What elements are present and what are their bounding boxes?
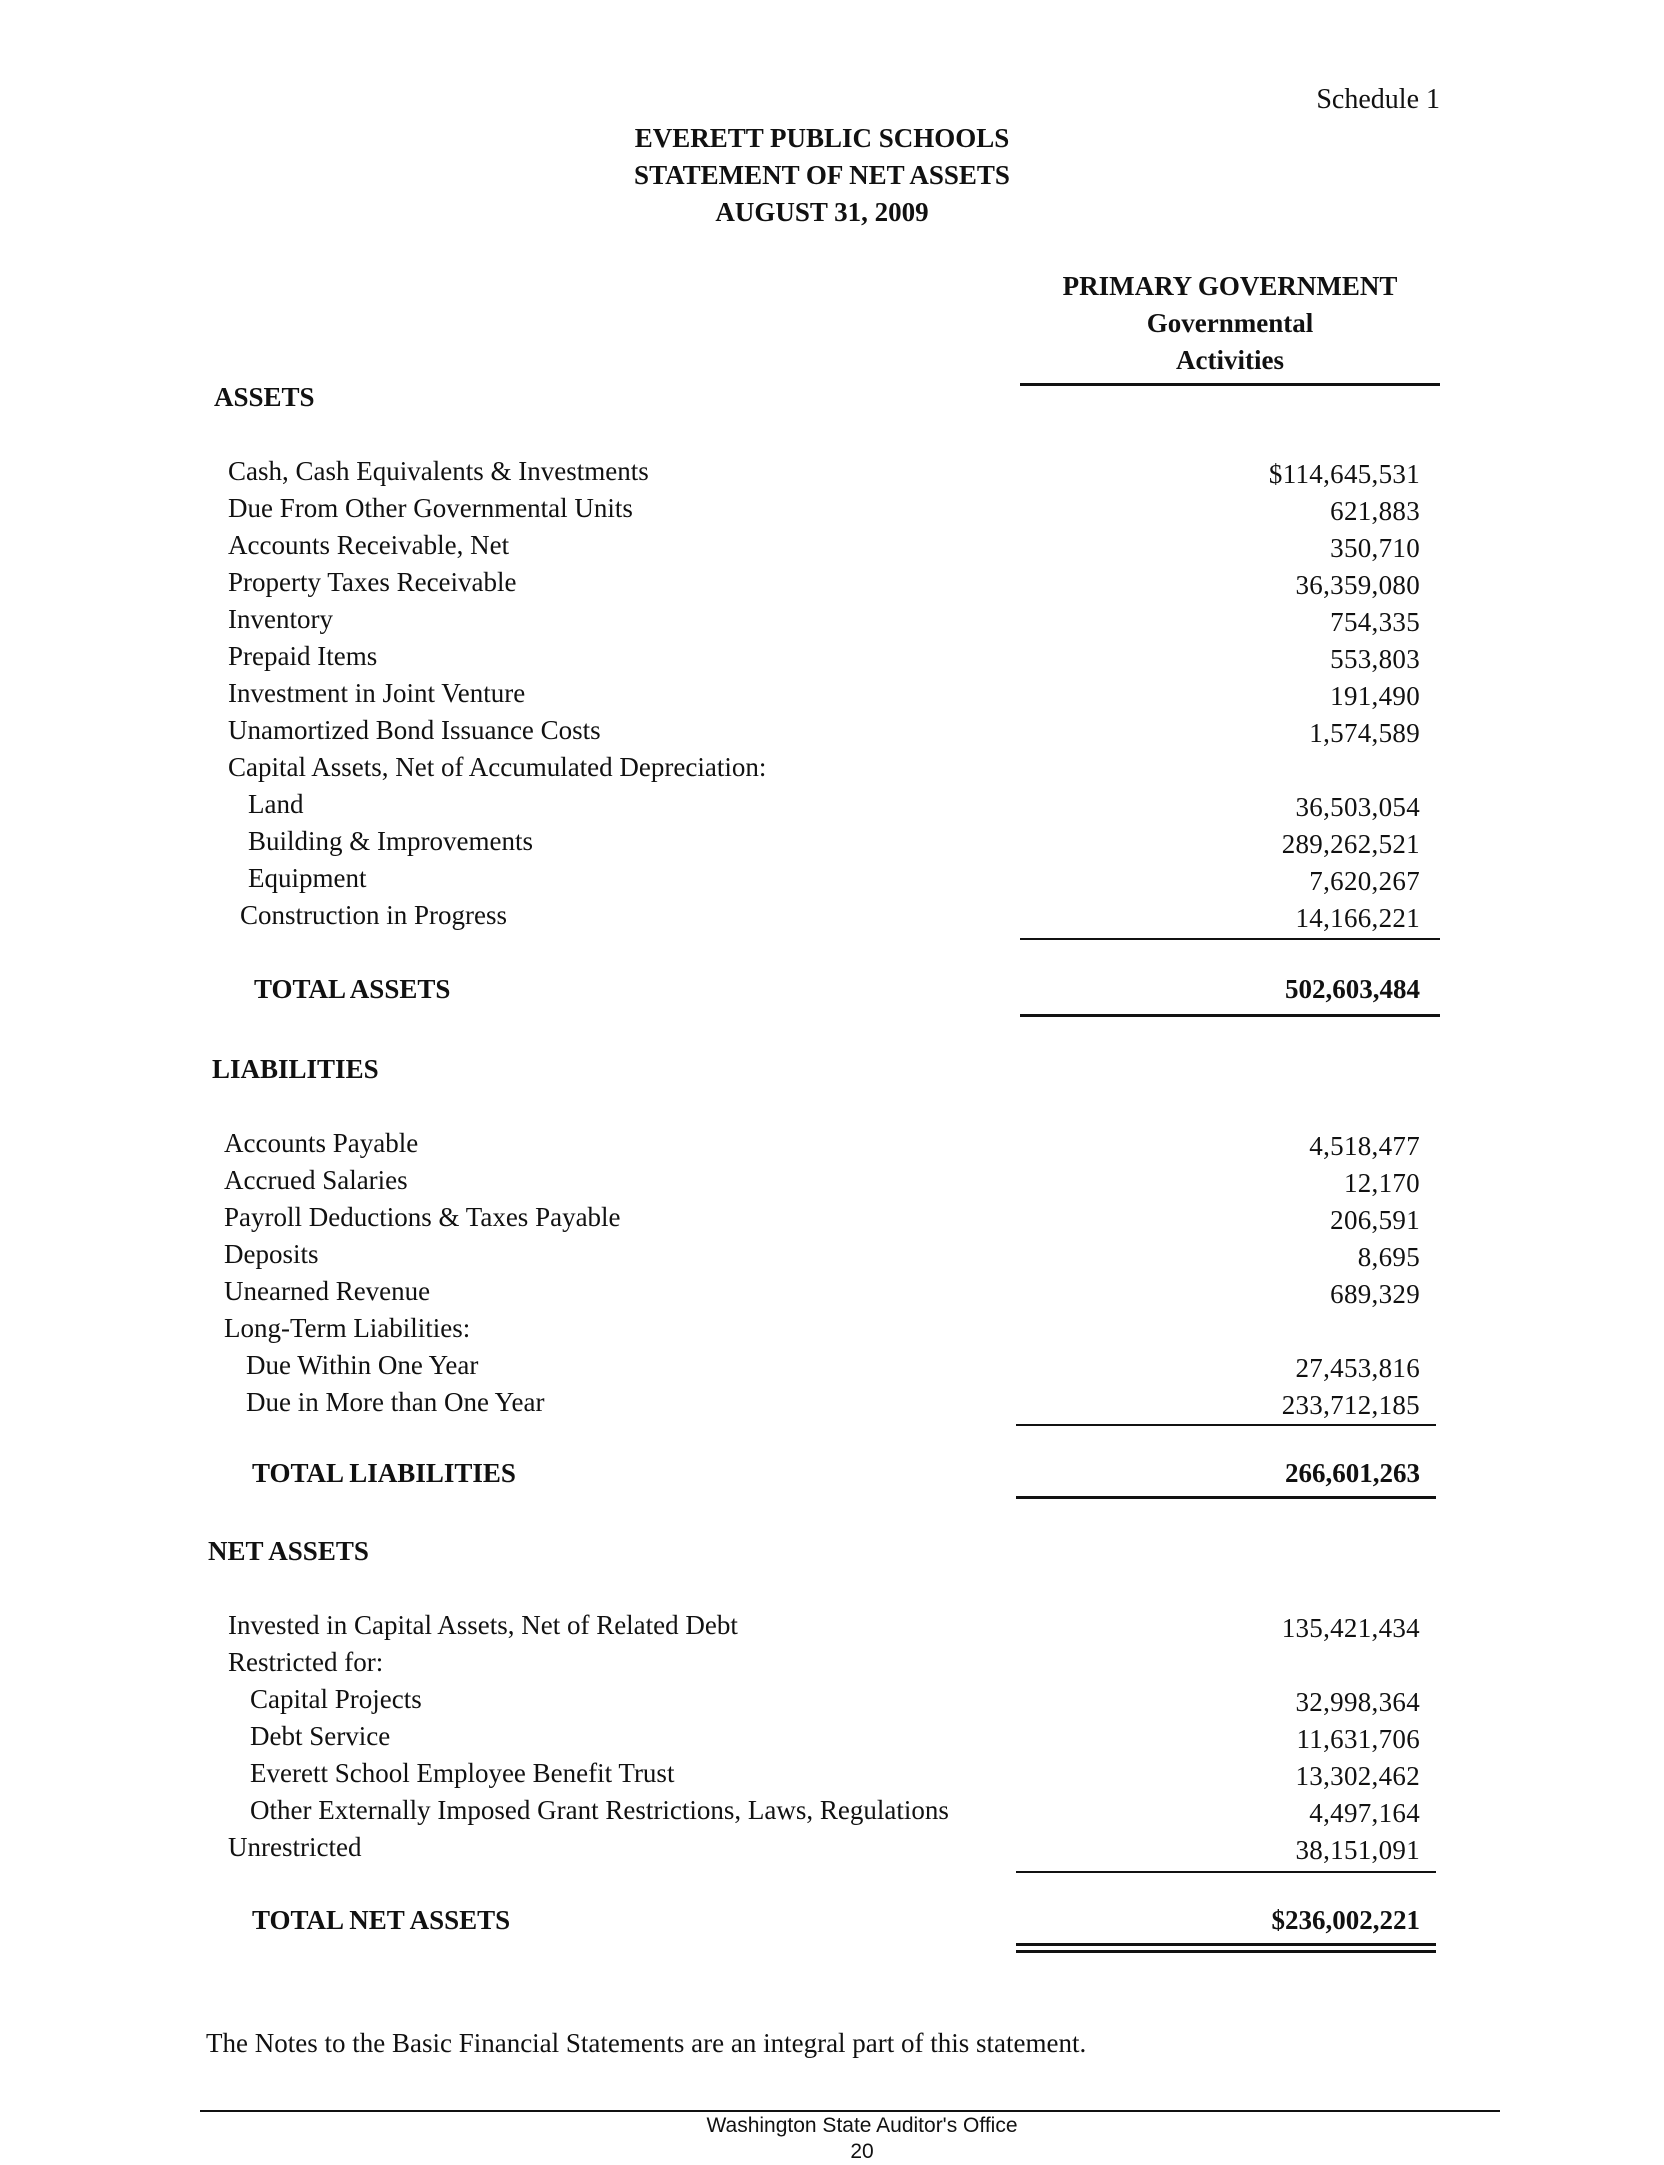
row-value: 233,712,185 — [1281, 1390, 1420, 1420]
row-value: 206,591 — [1330, 1205, 1420, 1235]
schedule-label: Schedule 1 — [1316, 84, 1440, 115]
page-number: 20 — [850, 2140, 874, 2163]
title-entity: EVERETT PUBLIC SCHOOLS — [634, 123, 1010, 153]
asset-row-joint-venture — [0, 678, 1664, 715]
notes-disclaimer: The Notes to the Basic Financial Statements are an integral part of this statement. — [206, 2028, 1087, 2058]
row-label: Property Taxes Receivable — [228, 567, 517, 597]
row-label: Capital Projects — [250, 1684, 422, 1714]
total-net-assets-double-rule-bottom — [1016, 1950, 1436, 1953]
asset-row-due-from-other-units — [0, 493, 1664, 530]
title-statement: STATEMENT OF NET ASSETS — [634, 160, 1010, 190]
row-value: 553,803 — [1330, 644, 1420, 674]
row-label: Accounts Receivable, Net — [228, 530, 510, 560]
total-assets-label: TOTAL ASSETS — [254, 974, 451, 1004]
column-header-primary: PRIMARY GOVERNMENT — [1062, 271, 1398, 301]
row-value: 13,302,462 — [1295, 1761, 1420, 1791]
asset-row-capital-assets-heading — [0, 752, 1664, 789]
footer-office: Washington State Auditor's Office — [706, 2114, 1018, 2137]
column-header-governmental: Governmental — [1146, 308, 1314, 338]
row-label: Long-Term Liabilities: — [224, 1313, 471, 1343]
asset-row-property-taxes — [0, 567, 1664, 604]
row-label: Land — [248, 789, 304, 819]
row-value: 14,166,221 — [1295, 903, 1420, 933]
row-label: Investment in Joint Venture — [228, 678, 526, 708]
column-header-rule — [1020, 383, 1440, 386]
total-assets-rule — [1020, 1014, 1440, 1017]
row-value: 350,710 — [1330, 533, 1420, 563]
net-assets-heading: NET ASSETS — [208, 1536, 369, 1566]
row-label: Debt Service — [250, 1721, 391, 1751]
net-asset-row-benefit-trust — [0, 1758, 1664, 1795]
footer-rule — [200, 2110, 1500, 2112]
row-label: Cash, Cash Equivalents & Investments — [228, 456, 649, 486]
total-net-assets-label: TOTAL NET ASSETS — [252, 1905, 511, 1935]
row-value: 36,359,080 — [1295, 570, 1420, 600]
liability-row-payroll-deductions — [0, 1202, 1664, 1239]
row-label: Due Within One Year — [246, 1350, 479, 1380]
row-value: 1,574,589 — [1309, 718, 1420, 748]
row-label: Unrestricted — [228, 1832, 362, 1862]
row-label: Capital Assets, Net of Accumulated Depreciation: — [228, 752, 767, 782]
row-label: Everett School Employee Benefit Trust — [250, 1758, 675, 1788]
liability-row-long-term-heading — [0, 1313, 1664, 1350]
liability-row-due-within-one-year — [0, 1350, 1664, 1387]
statement-title — [0, 120, 1664, 231]
row-value: 4,497,164 — [1309, 1798, 1420, 1828]
asset-row-bond-issuance-costs — [0, 715, 1664, 752]
asset-row-land — [0, 789, 1664, 826]
row-label: Due From Other Governmental Units — [228, 493, 633, 523]
row-label: Deposits — [224, 1239, 319, 1269]
total-assets-value: 502,603,484 — [1285, 974, 1420, 1004]
row-label: Payroll Deductions & Taxes Payable — [224, 1202, 621, 1232]
row-value: 191,490 — [1330, 681, 1420, 711]
row-label: Accrued Salaries — [224, 1165, 408, 1195]
row-label: Invested in Capital Assets, Net of Related Debt — [228, 1610, 738, 1640]
net-asset-row-capital-projects — [0, 1684, 1664, 1721]
row-value: 36,503,054 — [1295, 792, 1420, 822]
liabilities-heading: LIABILITIES — [212, 1054, 379, 1084]
net-asset-row-restricted-heading — [0, 1647, 1664, 1684]
row-label: Inventory — [228, 604, 333, 634]
liability-row-accrued-salaries — [0, 1165, 1664, 1202]
row-label: Unearned Revenue — [224, 1276, 431, 1306]
net-asset-row-invested-capital — [0, 1610, 1664, 1647]
row-value: 27,453,816 — [1295, 1353, 1420, 1383]
row-value: 7,620,267 — [1309, 866, 1420, 896]
row-label: Accounts Payable — [224, 1128, 419, 1158]
total-liabilities-label: TOTAL LIABILITIES — [252, 1458, 516, 1488]
total-liabilities-value: 266,601,263 — [1285, 1458, 1420, 1488]
liability-row-due-more-than-one-year — [0, 1387, 1664, 1424]
net-asset-row-unrestricted — [0, 1832, 1664, 1869]
total-net-assets-value: $236,002,221 — [1271, 1905, 1420, 1935]
row-label: Unamortized Bond Issuance Costs — [228, 715, 601, 745]
row-value: 135,421,434 — [1281, 1613, 1420, 1643]
total-liabilities-rule — [1016, 1496, 1436, 1499]
row-value: 11,631,706 — [1296, 1724, 1420, 1754]
net-asset-row-debt-service — [0, 1721, 1664, 1758]
row-label: Other Externally Imposed Grant Restrictions, Laws, Regulations — [250, 1795, 949, 1825]
assets-subtotal-rule — [1020, 938, 1440, 940]
liability-row-unearned-revenue — [0, 1276, 1664, 1313]
row-value: 8,695 — [1357, 1242, 1420, 1272]
title-date: AUGUST 31, 2009 — [715, 197, 929, 227]
column-header — [1020, 268, 1440, 379]
row-value: 689,329 — [1330, 1279, 1420, 1309]
row-label: Restricted for: — [228, 1647, 384, 1677]
row-value: 32,998,364 — [1295, 1687, 1420, 1717]
liabilities-subtotal-rule — [1016, 1424, 1436, 1426]
row-value: 621,883 — [1330, 496, 1420, 526]
liability-row-deposits — [0, 1239, 1664, 1276]
row-label: Due in More than One Year — [246, 1387, 545, 1417]
assets-heading: ASSETS — [214, 382, 315, 412]
column-header-activities: Activities — [1176, 345, 1284, 375]
row-value: 754,335 — [1330, 607, 1420, 637]
row-value: $114,645,531 — [1268, 459, 1420, 489]
asset-row-prepaid-items — [0, 641, 1664, 678]
total-net-assets-double-rule-top — [1016, 1943, 1436, 1946]
row-label: Prepaid Items — [228, 641, 378, 671]
asset-row-equipment — [0, 863, 1664, 900]
row-label: Construction in Progress — [240, 900, 507, 930]
row-value: 38,151,091 — [1295, 1835, 1420, 1865]
page-footer — [0, 2113, 1664, 2165]
asset-row-buildings — [0, 826, 1664, 863]
liability-row-accounts-payable — [0, 1128, 1664, 1165]
net-assets-subtotal-rule — [1016, 1871, 1436, 1873]
asset-row-construction — [0, 900, 1664, 937]
asset-row-cash — [0, 456, 1664, 493]
asset-row-inventory — [0, 604, 1664, 641]
row-label: Equipment — [248, 863, 367, 893]
net-asset-row-grant-restrictions — [0, 1795, 1664, 1832]
asset-row-accounts-receivable — [0, 530, 1664, 567]
row-value: 12,170 — [1343, 1168, 1420, 1198]
row-label: Building & Improvements — [248, 826, 533, 856]
row-value: 289,262,521 — [1281, 829, 1420, 859]
row-value: 4,518,477 — [1309, 1131, 1420, 1161]
